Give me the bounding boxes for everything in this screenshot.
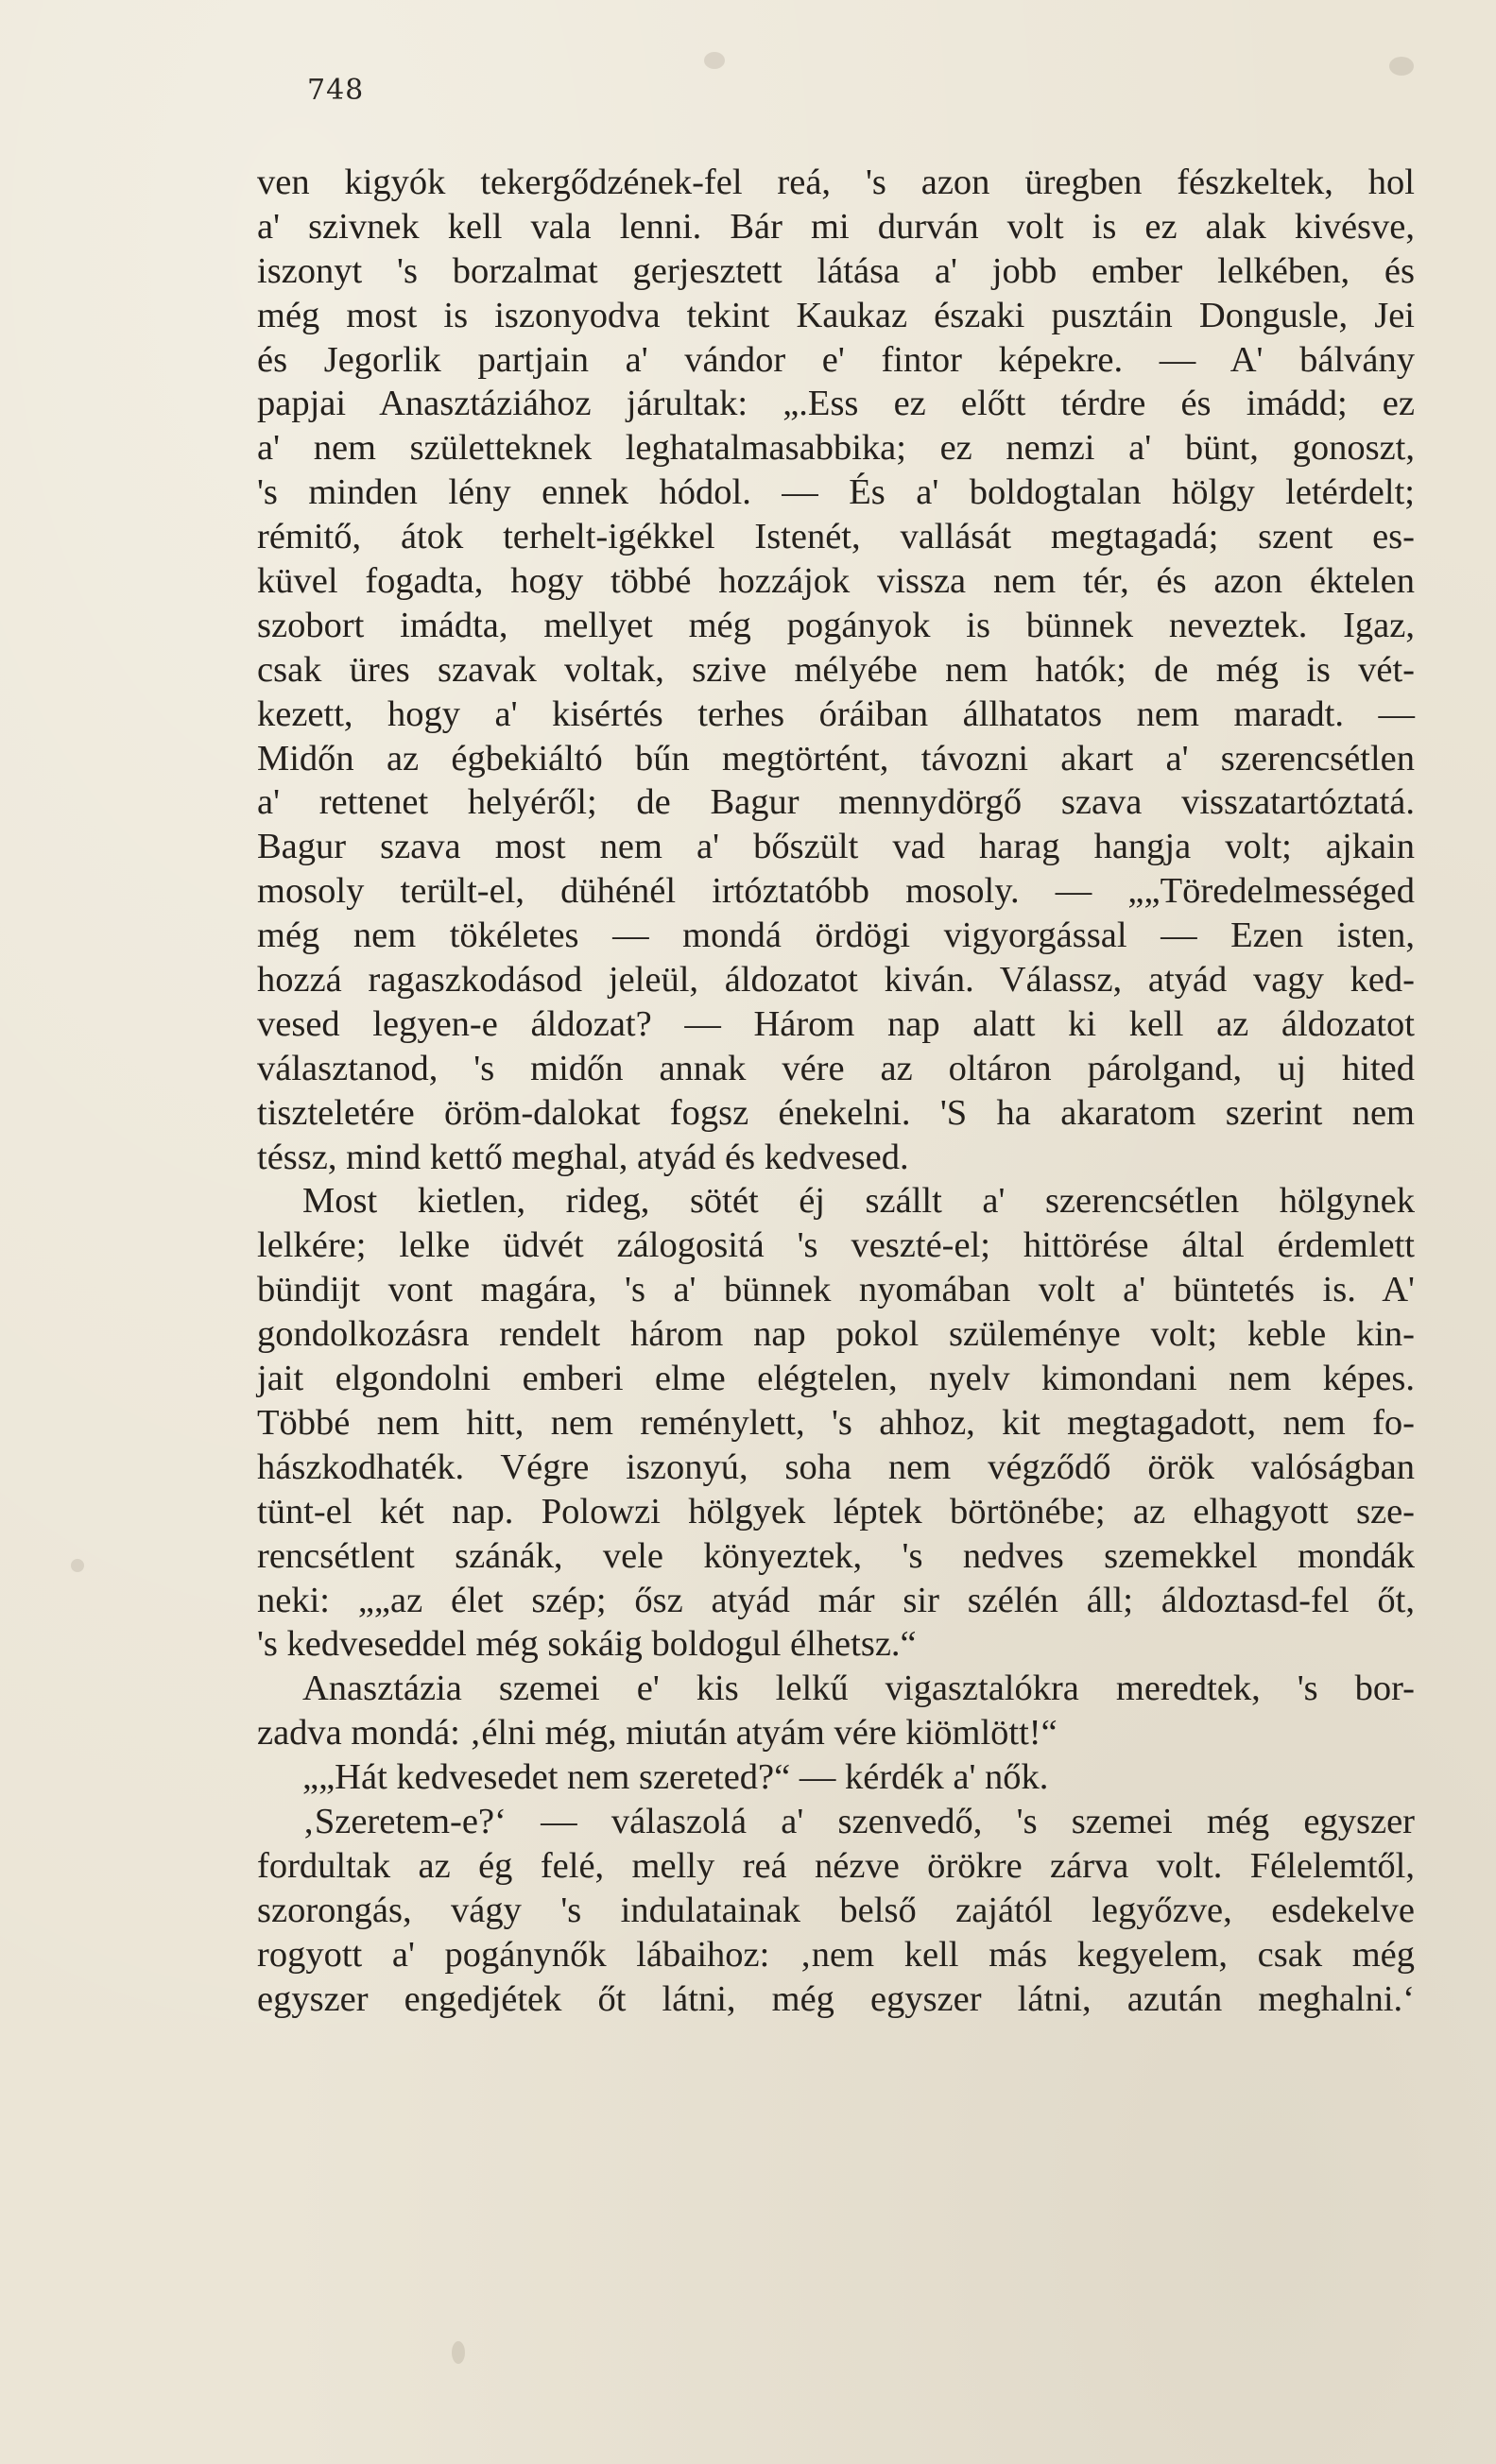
text-line: mosoly terült-el, dühénél irtóztatóbb mosoly. — „„Töredelmességed [257,871,1415,912]
text-line: rencsétlent szánák, vele könyeztek, 's nedves szemekkel mondák [257,1535,1415,1576]
text-line: bündijt vont magára, 's a' bünnek nyomában volt a' büntetés is. A' [257,1270,1415,1310]
text-line: rémitő, átok terhelt-igékkel Istenét, vallását megtagadá; szent es- [257,517,1415,557]
text-line: papjai Anasztáziához járultak: „.Ess ez előtt térdre és imádd; ez [257,384,1415,424]
body-text [257,161,1415,2021]
text-line: „„Hát kedvesedet nem szereted?“ — kérdék a' nők. [302,1757,1049,1798]
text-line: Anasztázia szemei e' kis lelkű vigasztalókra meredtek, 's bor- [302,1668,1415,1709]
text-line: és Jegorlik partjain a' vándor e' fintor képekre. — A' bálvány [257,339,1415,380]
text-line: szobort imádta, mellyet még pogányok is bünnek neveztek. Igaz, [257,605,1415,645]
text-line: téssz, mind kettő meghal, atyád és kedvesed. [257,1137,909,1177]
text-line: zadva mondá: ‚élni még, miután atyám vére kiömlött!“ [257,1713,1058,1754]
paper-stain [452,2341,465,2364]
paper-stain [704,52,725,69]
text-line: 's minden lény ennek hódol. — És a' boldogtalan hölgy letérdelt; [257,472,1415,513]
text-line: Bagur szava most nem a' bőszült vad harag hangja volt; ajkain [257,827,1415,867]
text-line: vesed legyen-e áldozat? — Három nap alatt ki kell az áldozatot [257,1003,1415,1044]
page-number: 748 [307,74,365,107]
text-line: hászkodhaték. Végre iszonyú, soha nem végződő örök valóságban [257,1446,1415,1487]
paper-stain [71,1559,84,1572]
text-line: a' nem születteknek leghatalmasabbika; ez nemzi a' bünt, gonoszt, [257,428,1415,469]
text-line: jait elgondolni emberi elme elégtelen, nyelv kimondani nem képes. [257,1359,1415,1399]
text-line: Midőn az égbekiáltó bűn megtörtént, távozni akart a' szerencsétlen [257,738,1415,779]
text-line: szorongás, vágy 's indulatainak belső zajától legyőzve, esdekelve [257,1890,1415,1930]
text-line: gondolkozásra rendelt három nap pokol szüleménye volt; keble kin- [257,1314,1415,1355]
text-line: neki: „„az élet szép; ősz atyád már sir szélén áll; áldoztasd-fel őt, [257,1580,1415,1620]
text-line: tiszteletére öröm-dalokat fogsz énekelni. 'S ha akaratom szerint nem [257,1092,1415,1133]
text-line: még nem tökéletes — mondá ördögi vigyorgással — Ezen isten, [257,915,1415,956]
text-line: csak üres szavak voltak, szive mélyébe nem hatók; de még is vét- [257,649,1415,690]
text-line: küvel fogadta, hogy többé hozzájok vissza nem tér, és azon éktelen [257,561,1415,602]
paper-stain [1389,57,1414,76]
text-line: hozzá ragaszkodásod jeleül, áldozatot kiván. Válassz, atyád vagy ked- [257,960,1415,1001]
text-line: még most is iszonyodva tekint Kaukaz északi pusztáin Dongusle, Jei [257,295,1415,335]
text-line: választanod, 's midőn annak vére az oltáron párolgand, uj hited [257,1048,1415,1088]
text-line: Most kietlen, rideg, sötét éj szállt a' szerencsétlen hölgynek [302,1181,1415,1222]
text-line: 's kedveseddel még sokáig boldogul élhetsz.“ [257,1624,917,1665]
text-line: rogyott a' pogánynők lábaihoz: ‚nem kell más kegyelem, csak még [257,1934,1415,1975]
text-line: lelkére; lelke üdvét zálogositá 's veszté-el; hittörése által érdemlett [257,1225,1415,1266]
text-line: fordultak az ég felé, melly reá nézve örökre zárva volt. Félelemtől, [257,1845,1415,1886]
text-line: a' rettenet helyéről; de Bagur mennydörgő szava visszatartóztatá. [257,782,1415,823]
text-line: kezett, hogy a' kisértés terhes óráiban állhatatos nem maradt. — [257,693,1415,734]
text-line: a' szivnek kell vala lenni. Bár mi durván volt is ez alak kivésve, [257,206,1415,247]
text-line: egyszer engedjétek őt látni, még egyszer látni, azután meghalni.‘ [257,1978,1415,2019]
text-line: ven kigyók tekergődzének-fel reá, 's azon üregben fészkeltek, hol [257,163,1415,202]
text-line: iszonyt 's borzalmat gerjesztett látása a' jobb ember lelkében, és [257,250,1415,291]
text-line: ‚Szeretem-e?‘ — válaszolá a' szenvedő, 's szemei még egyszer [302,1801,1415,1841]
text-line: Többé nem hitt, nem reménylett, 's ahhoz, kit megtagadott, nem fo- [257,1402,1415,1443]
text-line: tünt-el két nap. Polowzi hölgyek léptek börtönébe; az elhagyott sze- [257,1491,1415,1531]
